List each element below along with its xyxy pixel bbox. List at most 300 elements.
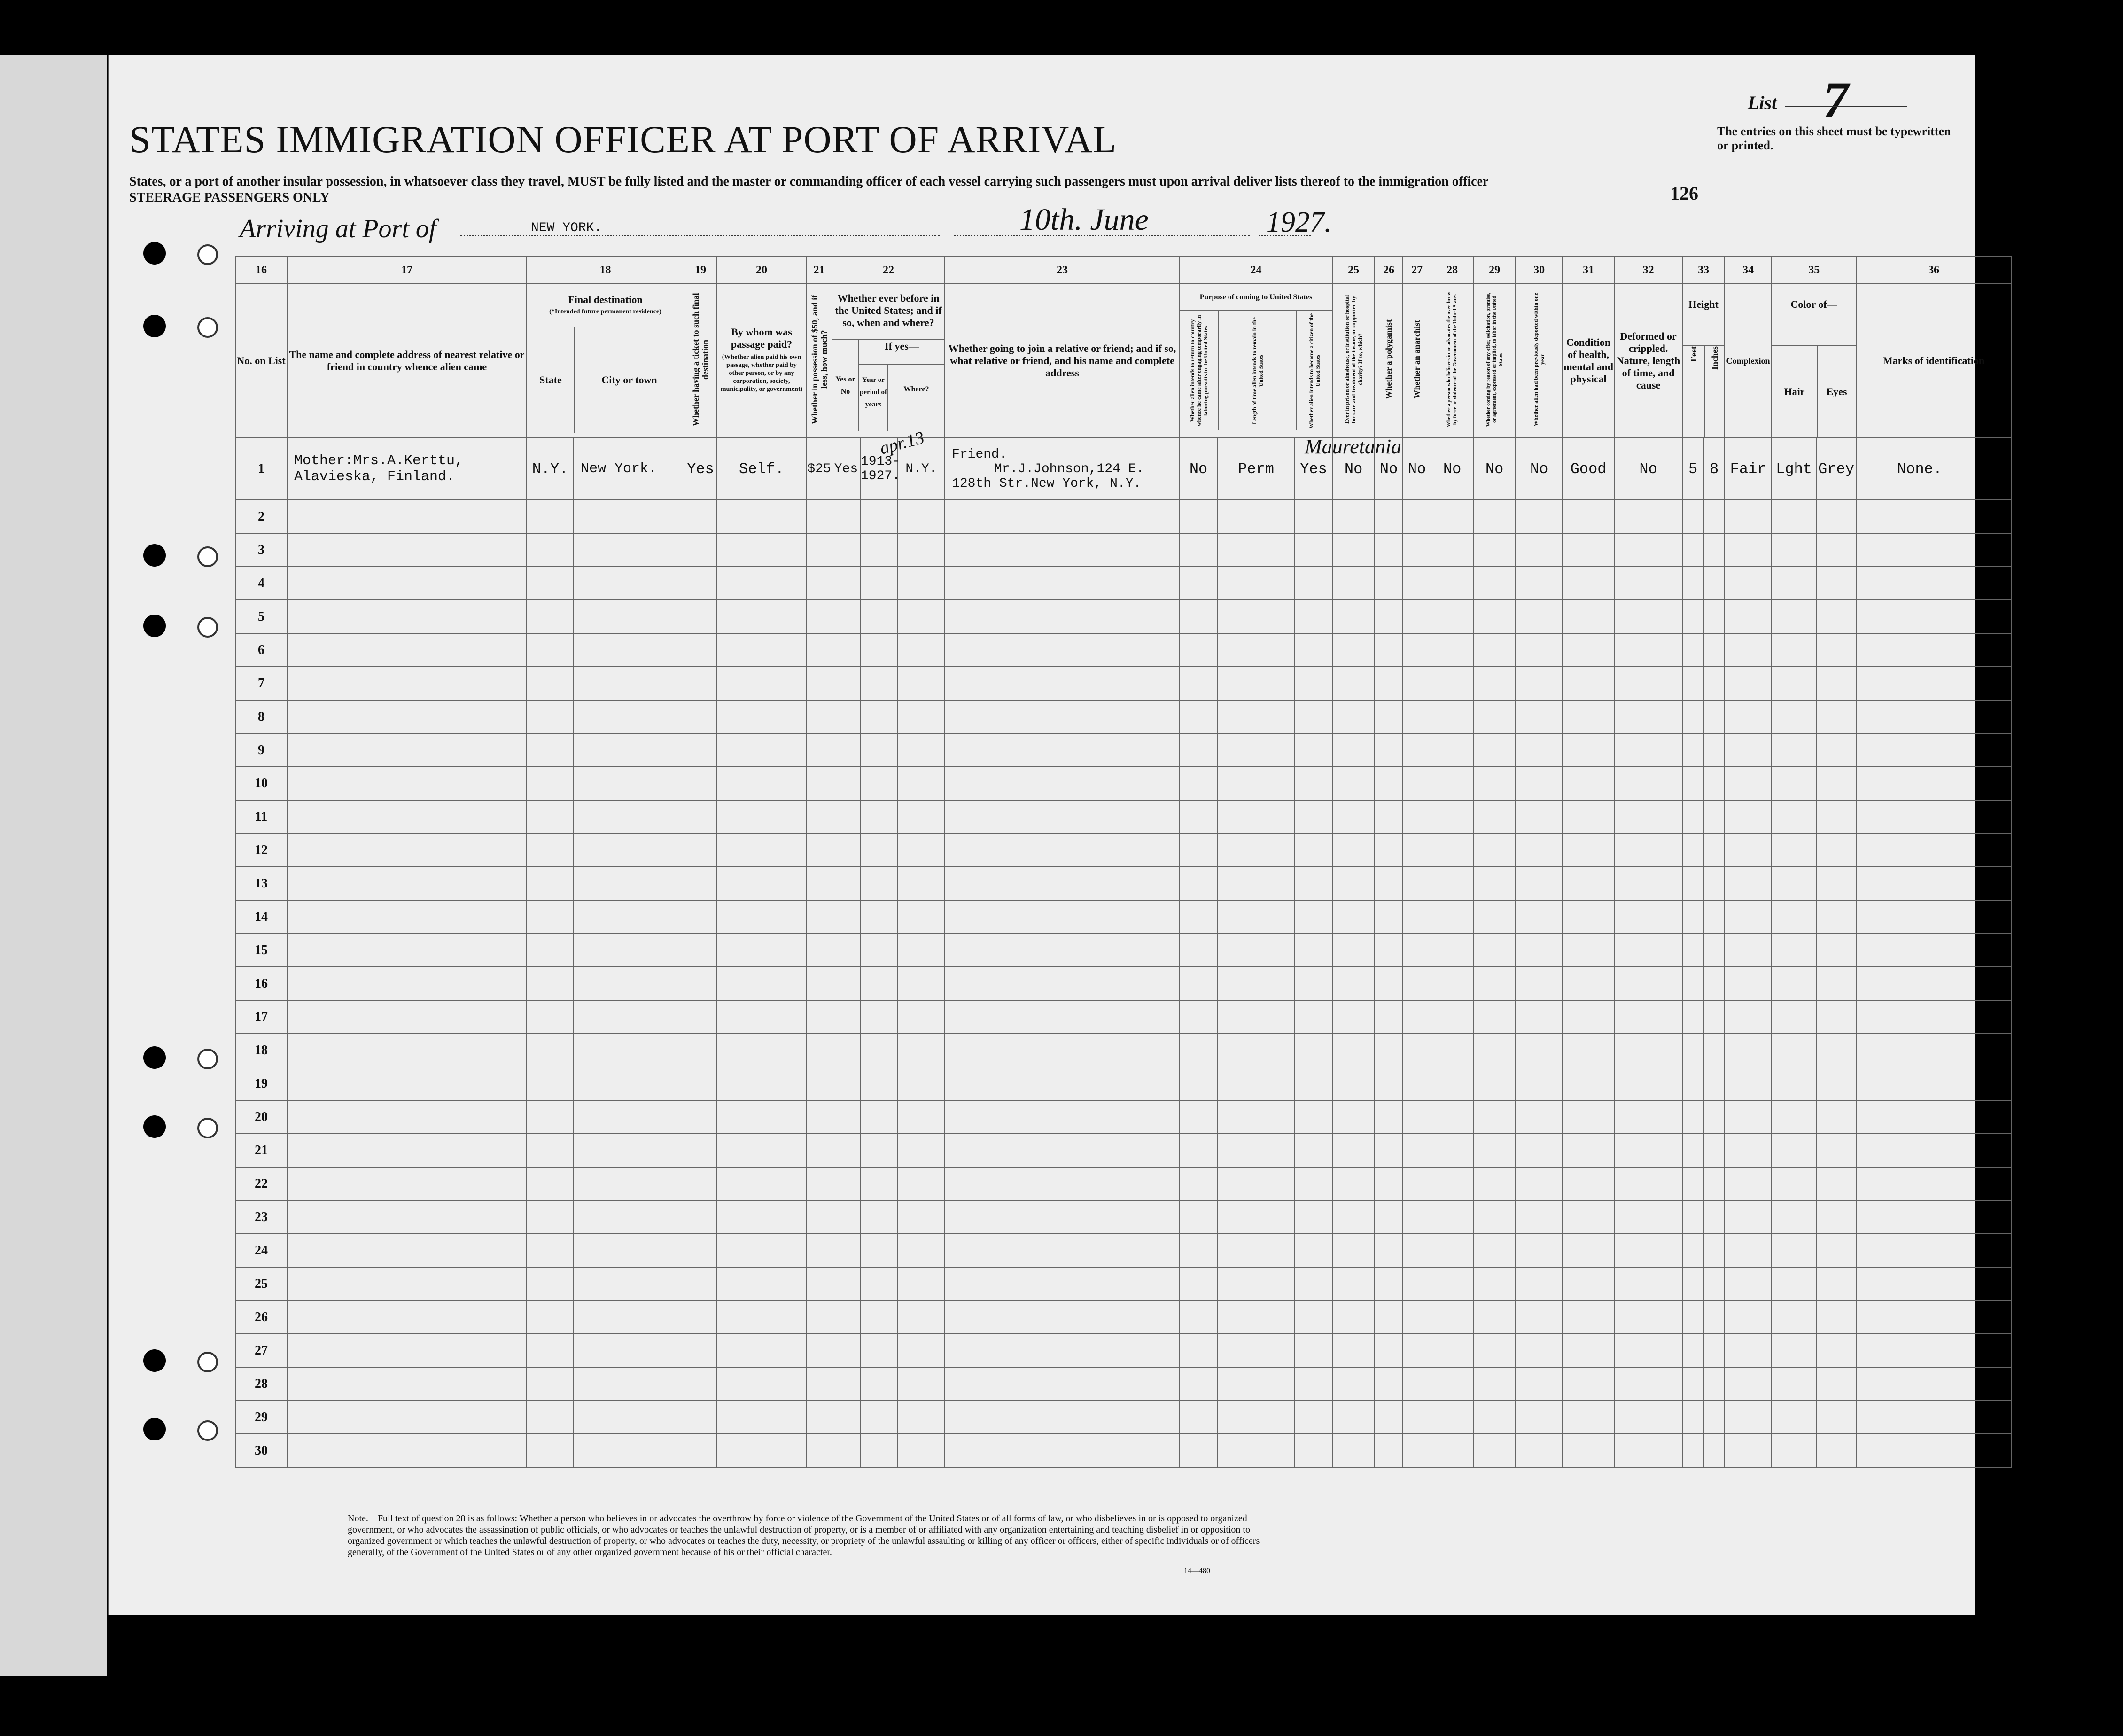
header-prison xyxy=(1332,284,1375,438)
empty-cell xyxy=(806,967,832,1000)
header-ticket xyxy=(684,284,717,438)
empty-cell xyxy=(945,934,1180,967)
empty-cell xyxy=(1431,767,1473,800)
empty-cell xyxy=(1614,900,1682,934)
empty-cell xyxy=(1431,1367,1473,1401)
empty-cell xyxy=(574,600,684,633)
empty-cell xyxy=(1983,767,2011,800)
years-annotation: apr.13 xyxy=(878,428,926,459)
empty-cell xyxy=(1295,1100,1332,1134)
empty-cell xyxy=(1431,1401,1473,1434)
row-number: 8 xyxy=(235,700,287,733)
empty-cell xyxy=(1375,1367,1403,1401)
table-row xyxy=(235,1334,2011,1367)
empty-cell xyxy=(1431,1234,1473,1267)
empty-cell xyxy=(832,667,860,700)
empty-cell xyxy=(1856,1401,1983,1434)
empty-cell xyxy=(1725,867,1772,900)
empty-cell xyxy=(1403,600,1431,633)
empty-cell xyxy=(1682,867,1703,900)
empty-cell xyxy=(806,1034,832,1067)
empty-cell xyxy=(898,900,945,934)
empty-cell xyxy=(1682,967,1703,1000)
empty-cell xyxy=(1816,1134,1856,1167)
empty-cell xyxy=(287,1134,527,1167)
empty-cell xyxy=(1725,500,1772,533)
col-num-22: 22 xyxy=(832,257,945,284)
empty-cell xyxy=(1614,833,1682,867)
header-q28-text: Whether a person who believes in or advocates the overthrow by force or violence of the Government of the United States xyxy=(1446,291,1458,428)
empty-cell xyxy=(1375,767,1403,800)
header-feet xyxy=(1683,346,1705,437)
empty-cell xyxy=(1332,1267,1375,1300)
empty-cell xyxy=(860,900,898,934)
empty-cell xyxy=(1772,1167,1816,1200)
empty-cell xyxy=(806,1434,832,1467)
empty-cell xyxy=(1217,1300,1295,1334)
empty-cell xyxy=(1563,1401,1614,1434)
empty-cell xyxy=(1856,1034,1983,1067)
empty-cell xyxy=(1772,1434,1816,1467)
empty-cell xyxy=(1614,1267,1682,1300)
empty-cell xyxy=(1403,700,1431,733)
empty-cell xyxy=(1295,1334,1332,1367)
empty-cell xyxy=(574,967,684,1000)
empty-cell xyxy=(1295,1134,1332,1167)
header-eyes: Eyes xyxy=(1826,386,1847,397)
empty-cell xyxy=(1703,500,1725,533)
return-value: No xyxy=(1180,438,1217,500)
empty-cell xyxy=(717,1167,806,1200)
empty-cell xyxy=(1332,934,1375,967)
binder-ring xyxy=(197,1049,218,1069)
empty-cell xyxy=(1682,667,1703,700)
empty-cell xyxy=(527,500,574,533)
empty-cell xyxy=(1403,667,1431,700)
empty-cell xyxy=(1375,567,1403,600)
empty-cell xyxy=(860,633,898,667)
empty-cell xyxy=(1516,967,1563,1000)
empty-cell xyxy=(1682,1334,1703,1367)
empty-cell xyxy=(1856,967,1983,1000)
empty-cell xyxy=(527,1200,574,1234)
empty-cell xyxy=(717,867,806,900)
final-destination-note: (*Intended future permanent residence) xyxy=(549,308,661,315)
empty-cell xyxy=(832,533,860,567)
empty-cell xyxy=(1856,1434,1983,1467)
empty-cell xyxy=(1703,1034,1725,1067)
empty-cell xyxy=(1403,1200,1431,1234)
empty-cell xyxy=(898,1067,945,1100)
empty-cell xyxy=(1856,1300,1983,1334)
col-num-27: 27 xyxy=(1403,257,1431,284)
empty-cell xyxy=(898,1334,945,1367)
binder-hole xyxy=(143,315,166,337)
empty-cell xyxy=(1682,1000,1703,1034)
empty-cell xyxy=(1725,934,1772,967)
empty-cell xyxy=(527,1234,574,1267)
purpose-c-text: Whether alien intends to become a citizen of the United States xyxy=(1308,313,1322,428)
empty-cell xyxy=(898,1401,945,1434)
empty-cell xyxy=(832,800,860,833)
empty-cell xyxy=(806,733,832,767)
empty-cell xyxy=(860,934,898,967)
empty-cell xyxy=(1516,767,1563,800)
empty-cell xyxy=(1295,1300,1332,1334)
empty-cell xyxy=(1295,934,1332,967)
empty-cell xyxy=(1375,1134,1403,1167)
empty-cell xyxy=(1563,1200,1614,1234)
empty-cell xyxy=(1473,733,1516,767)
empty-cell xyxy=(1403,533,1431,567)
empty-cell xyxy=(1431,800,1473,833)
empty-cell xyxy=(945,567,1180,600)
empty-cell xyxy=(1703,1167,1725,1200)
empty-cell xyxy=(1516,1334,1563,1367)
empty-cell xyxy=(527,1367,574,1401)
empty-cell xyxy=(832,900,860,934)
header-if-yes: If yes— xyxy=(859,340,944,365)
height-label: Height xyxy=(1683,284,1724,346)
empty-cell xyxy=(1563,1167,1614,1200)
header-complexion: Complexion xyxy=(1725,284,1772,438)
row-number: 17 xyxy=(235,1000,287,1034)
empty-cell xyxy=(860,567,898,600)
table-row xyxy=(235,567,2011,600)
empty-cell xyxy=(1295,1067,1332,1100)
empty-cell xyxy=(1983,1167,2011,1200)
empty-cell xyxy=(1856,567,1983,600)
empty-cell xyxy=(898,1267,945,1300)
empty-cell xyxy=(1563,667,1614,700)
empty-cell xyxy=(527,567,574,600)
empty-cell xyxy=(1614,600,1682,633)
empty-cell xyxy=(1295,1367,1332,1401)
state-value: N.Y. xyxy=(527,438,574,500)
empty-cell xyxy=(574,1434,684,1467)
empty-cell xyxy=(1332,567,1375,600)
empty-cell xyxy=(1375,500,1403,533)
joining-value xyxy=(945,438,1180,500)
empty-cell xyxy=(1217,1200,1295,1234)
empty-cell xyxy=(684,833,717,867)
empty-cell xyxy=(1431,600,1473,633)
empty-cell xyxy=(1703,667,1725,700)
empty-cell xyxy=(527,1434,574,1467)
empty-cell xyxy=(806,1300,832,1334)
col-num-23: 23 xyxy=(945,257,1180,284)
empty-cell xyxy=(1725,1000,1772,1034)
empty-cell xyxy=(1375,667,1403,700)
empty-cell xyxy=(287,567,527,600)
empty-cell xyxy=(1295,800,1332,833)
empty-cell xyxy=(1856,900,1983,934)
empty-cell xyxy=(832,1167,860,1200)
money-value: $25 xyxy=(806,438,832,500)
empty-cell xyxy=(1563,1034,1614,1067)
empty-cell xyxy=(1516,1267,1563,1300)
empty-cell xyxy=(832,1000,860,1034)
empty-cell xyxy=(1703,633,1725,667)
empty-cell xyxy=(1563,533,1614,567)
empty-cell xyxy=(1816,600,1856,633)
empty-cell xyxy=(1403,867,1431,900)
empty-cell xyxy=(806,1067,832,1100)
empty-cell xyxy=(1180,867,1217,900)
empty-cell xyxy=(1217,867,1295,900)
empty-cell xyxy=(717,1367,806,1401)
empty-cell xyxy=(1332,533,1375,567)
empty-cell xyxy=(806,1167,832,1200)
empty-cell xyxy=(1563,1100,1614,1134)
empty-cell xyxy=(1703,733,1725,767)
empty-cell xyxy=(1375,1434,1403,1467)
empty-cell xyxy=(1295,733,1332,767)
empty-cell xyxy=(1856,1334,1983,1367)
empty-cell xyxy=(1180,1100,1217,1134)
empty-cell xyxy=(1614,967,1682,1000)
empty-cell xyxy=(527,1267,574,1300)
empty-cell xyxy=(1772,700,1816,733)
empty-cell xyxy=(684,867,717,900)
empty-cell xyxy=(1816,1100,1856,1134)
empty-cell xyxy=(1217,633,1295,667)
empty-cell xyxy=(1772,1000,1816,1034)
empty-cell xyxy=(717,900,806,934)
purpose-a-text: Whether alien intends to return to country whence he came after engaging temporarily in laboring pursuits in the United States xyxy=(1189,315,1209,427)
empty-cell xyxy=(1682,1267,1703,1300)
empty-cell xyxy=(1473,1100,1516,1134)
health-value: Good xyxy=(1563,438,1614,500)
empty-cell xyxy=(1614,1401,1682,1434)
row-number: 28 xyxy=(235,1367,287,1401)
header-state: State xyxy=(527,327,575,433)
empty-cell xyxy=(1614,500,1682,533)
binder-hole xyxy=(143,242,166,265)
empty-cell xyxy=(1516,1034,1563,1067)
header-passage xyxy=(717,284,806,438)
empty-cell xyxy=(1295,1000,1332,1034)
empty-cell xyxy=(1295,1401,1332,1434)
empty-cell xyxy=(1403,633,1431,667)
header-inches xyxy=(1705,346,1724,437)
empty-cell xyxy=(1772,1367,1816,1401)
row-number: 9 xyxy=(235,733,287,767)
empty-cell xyxy=(1816,1234,1856,1267)
ship-annotation: Mauretania xyxy=(1305,435,1402,458)
empty-cell xyxy=(1856,1100,1983,1134)
empty-cell xyxy=(287,1000,527,1034)
empty-cell xyxy=(1772,633,1816,667)
header-hair: Hair xyxy=(1772,346,1818,437)
empty-cell xyxy=(1217,1034,1295,1067)
port-value: NEW YORK. xyxy=(531,221,602,235)
empty-cell xyxy=(898,1034,945,1067)
hair-value: Lght xyxy=(1772,438,1816,500)
empty-cell xyxy=(1431,1000,1473,1034)
empty-cell xyxy=(1816,1167,1856,1200)
empty-cell xyxy=(1295,567,1332,600)
row-number: 25 xyxy=(235,1267,287,1300)
empty-cell xyxy=(1703,867,1725,900)
empty-cell xyxy=(806,1367,832,1401)
empty-cell xyxy=(860,1367,898,1401)
empty-cell xyxy=(1563,867,1614,900)
empty-cell xyxy=(1816,1434,1856,1467)
header-purpose xyxy=(1180,284,1332,438)
empty-cell xyxy=(1816,1401,1856,1434)
empty-cell xyxy=(1983,1134,2011,1167)
empty-cell xyxy=(806,633,832,667)
empty-cell xyxy=(945,633,1180,667)
purpose-b xyxy=(1219,311,1297,430)
empty-cell xyxy=(945,1134,1180,1167)
empty-cell xyxy=(1473,800,1516,833)
empty-cell xyxy=(832,1034,860,1067)
empty-cell xyxy=(574,934,684,967)
empty-cell xyxy=(1983,667,2011,700)
empty-cell xyxy=(1725,567,1772,600)
empty-cell xyxy=(1431,1300,1473,1334)
empty-cell xyxy=(860,1234,898,1267)
empty-cell xyxy=(1295,600,1332,633)
empty-cell xyxy=(945,600,1180,633)
header-final-destination xyxy=(527,284,684,438)
empty-cell xyxy=(1703,967,1725,1000)
q30-value: No xyxy=(1516,438,1563,500)
empty-cell xyxy=(1725,1067,1772,1100)
color-subheaders xyxy=(1772,346,1856,437)
header-money xyxy=(806,284,832,438)
row-number: 15 xyxy=(235,934,287,967)
header-deformed: Deformed or crippled. Nature, length of time, and cause xyxy=(1614,284,1682,438)
empty-cell xyxy=(1725,800,1772,833)
polygamist-value: No xyxy=(1375,438,1403,500)
empty-cell xyxy=(1816,1267,1856,1300)
empty-cell xyxy=(287,800,527,833)
empty-cell xyxy=(1332,667,1375,700)
empty-cell xyxy=(574,733,684,767)
empty-cell xyxy=(1473,867,1516,900)
empty-cell xyxy=(832,1267,860,1300)
empty-cell xyxy=(898,867,945,900)
empty-cell xyxy=(1217,1234,1295,1267)
marks-value: None. xyxy=(1856,438,1983,500)
empty-cell xyxy=(1816,1334,1856,1367)
relative-address xyxy=(287,438,527,500)
binder-ring xyxy=(197,1420,218,1441)
binder-hole xyxy=(143,1046,166,1069)
empty-cell xyxy=(1516,667,1563,700)
empty-cell xyxy=(1816,867,1856,900)
passage-value: Self. xyxy=(717,438,806,500)
empty-cell xyxy=(684,633,717,667)
empty-cell xyxy=(1682,600,1703,633)
empty-cell xyxy=(1180,1334,1217,1367)
adjacent-page-edge xyxy=(0,55,107,1676)
header-before-us xyxy=(832,284,945,438)
empty-cell xyxy=(684,1000,717,1034)
empty-cell xyxy=(574,667,684,700)
empty-cell xyxy=(1431,1134,1473,1167)
empty-cell xyxy=(1180,967,1217,1000)
header-q30-text: Whether alien had been previously deported within one year xyxy=(1532,293,1546,426)
empty-cell xyxy=(527,1067,574,1100)
empty-cell xyxy=(1332,600,1375,633)
empty-cell xyxy=(1703,1434,1725,1467)
empty-cell xyxy=(1217,733,1295,767)
empty-cell xyxy=(684,900,717,934)
empty-cell xyxy=(1516,1134,1563,1167)
empty-cell xyxy=(945,1401,1180,1434)
empty-cell xyxy=(574,1234,684,1267)
empty-cell xyxy=(684,1300,717,1334)
header-no-on-list: No. on List xyxy=(235,284,287,438)
empty-cell xyxy=(1375,1234,1403,1267)
empty-cell xyxy=(717,833,806,867)
empty-cell xyxy=(1816,633,1856,667)
empty-cell xyxy=(945,1167,1180,1200)
empty-cell xyxy=(1180,600,1217,633)
empty-cell xyxy=(1703,1300,1725,1334)
empty-cell xyxy=(1983,1234,2011,1267)
table-row xyxy=(235,1067,2011,1100)
empty-cell xyxy=(1856,1167,1983,1200)
empty-cell xyxy=(717,1334,806,1367)
empty-cell xyxy=(684,1134,717,1167)
empty-cell xyxy=(1856,800,1983,833)
empty-cell xyxy=(1682,1434,1703,1467)
empty-cell xyxy=(1614,1367,1682,1401)
empty-cell xyxy=(287,1067,527,1100)
empty-cell xyxy=(1682,1134,1703,1167)
empty-cell xyxy=(684,667,717,700)
empty-cell xyxy=(1375,934,1403,967)
empty-cell xyxy=(1563,1234,1614,1267)
empty-cell xyxy=(1375,533,1403,567)
empty-cell xyxy=(1217,1167,1295,1200)
empty-cell xyxy=(1217,1434,1295,1467)
color-label: Color of— xyxy=(1772,284,1856,346)
empty-cell xyxy=(1725,900,1772,934)
empty-cell xyxy=(574,1134,684,1167)
row-number: 3 xyxy=(235,533,287,567)
empty-cell xyxy=(1983,800,2011,833)
empty-cell xyxy=(806,1134,832,1167)
binder-ring xyxy=(197,1352,218,1372)
joining-line-1: Friend. xyxy=(952,447,1007,462)
col-num-30: 30 xyxy=(1516,257,1563,284)
empty-cell xyxy=(1473,1034,1516,1067)
empty-cell xyxy=(860,733,898,767)
complexion-value: Fair xyxy=(1725,438,1772,500)
empty-cell xyxy=(287,600,527,633)
empty-cell xyxy=(527,1034,574,1067)
empty-cell xyxy=(1725,1401,1772,1434)
empty-cell xyxy=(1563,1367,1614,1401)
empty-cell xyxy=(1703,800,1725,833)
empty-cell xyxy=(898,500,945,533)
empty-cell xyxy=(860,1100,898,1134)
form-number: 14—480 xyxy=(1184,1567,1210,1575)
empty-cell xyxy=(1563,1267,1614,1300)
empty-cell xyxy=(527,1134,574,1167)
empty-cell xyxy=(898,1134,945,1167)
table-row xyxy=(235,438,2011,500)
empty-cell xyxy=(1772,1034,1816,1067)
relative-line-2: Alavieska, Finland. xyxy=(294,469,455,485)
header-q29-text: Whether coming by reason of any offer, solicitation, promise, or agreement, expressed or implied, to labor in the United States xyxy=(1485,292,1503,427)
